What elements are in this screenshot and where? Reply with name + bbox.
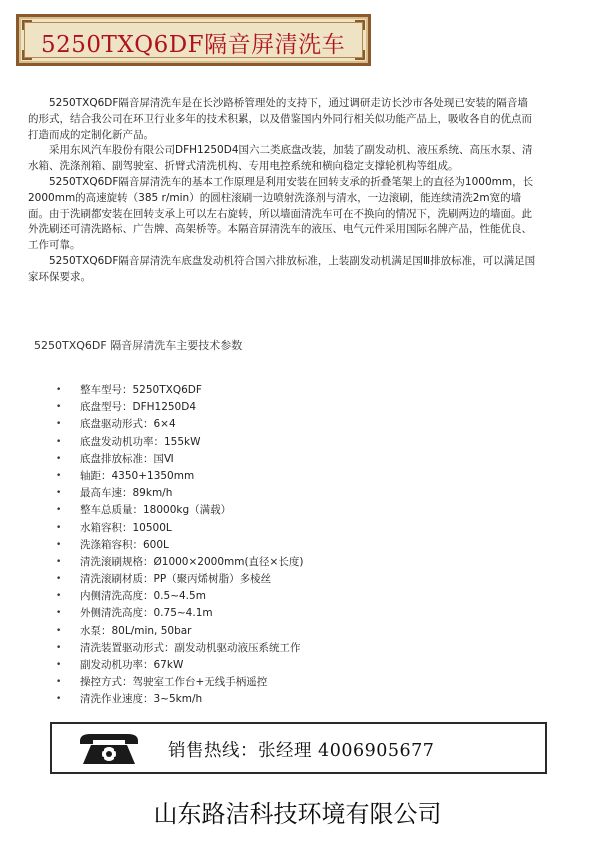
spec-item (56, 623, 303, 640)
spec-item (56, 691, 303, 708)
bullet-icon: • (56, 470, 62, 481)
spec-text: 清洗作业速度：3~5km/h (80, 693, 203, 706)
spec-text: 清洗装置驱动形式：副发动机驱动液压系统工作 (80, 641, 301, 654)
bullet-icon: • (56, 556, 62, 567)
bullet-icon: • (56, 488, 62, 499)
bullet-icon: • (56, 453, 62, 464)
intro-paragraph: 5250TXQ6DF隔音屏清洗车是在长沙路桥管理处的支持下，通过调研走访长沙市各处现已安装的隔音墙的形式，结合我公司在环卫行业多年的技术积累，以及借鉴国内外同行相关似功能产品上，吸收各自的优点而打造而成的定制化新产品。 (28, 97, 532, 141)
spec-item (56, 399, 303, 416)
bullet-icon: • (56, 660, 62, 670)
bullet-icon: • (56, 694, 62, 705)
spec-item (56, 468, 303, 485)
company-name: 山东路洁科技环境有限公司 (153, 800, 442, 828)
spec-list (56, 382, 303, 709)
bullet-icon: • (56, 677, 62, 688)
spec-item (56, 434, 303, 451)
spec-text: 整车总质量：18000kg（满载） (80, 504, 232, 517)
telephone-icon (76, 731, 142, 767)
spec-text: 清洗滚刷材质：PP（聚丙烯树脂）多棱丝 (80, 573, 272, 586)
bullet-icon: • (56, 522, 62, 533)
bullet-icon: • (56, 419, 62, 430)
bullet-icon: • (56, 574, 62, 585)
bullet-icon: • (56, 642, 62, 653)
intro-paragraph: 5250TXQ6DF隔音屏清洗车的基本工作原理是利用安装在回转支承的折叠笔架上的直径为1000mm，长2000mm的高速旋转（385 r/min）的圆柱滚刷一边喷射洗涤剂与清水，一边滚刷，能连续清洗2m宽的墙面。由于洗刷都安装在回转支承上可以左右旋转，所以墙面清洗车可在不换向的情况下，洗刷两边的墙面。此外洗刷还可清洗路标、广告牌、高架桥等。本隔音屏清洗车的液压、电气元件采用国际名牌产品，性能优良、工作可靠。 (28, 175, 534, 252)
spec-item (56, 382, 303, 399)
bullet-icon: • (56, 505, 62, 516)
intro-paragraph: 5250TXQ6DF隔音屏清洗车底盘发动机符合国六排放标准，上装副发动机满足国Ⅲ排放标准，可以满足国家环保要求。 (28, 254, 536, 283)
spec-text: 清洗滚刷规格：Ø1000×2000mm(直径×长度) (80, 555, 304, 568)
spec-item (56, 571, 303, 588)
spec-text: 副发动机功率：67kW (80, 659, 184, 671)
banner-corner-ornament (22, 20, 32, 30)
intro-paragraph: 采用东风汽车股份有限公司DFH1250D4国六二类底盘改装，加装了副发动机、液压系统、高压水泵、清水箱、洗涤剂箱、副驾驶室、折臂式清洗机构、专用电控系统和横向稳定支撑轮机构等组成。 (28, 144, 533, 173)
spec-text: 操控方式：驾驶室工作台+无线手柄遥控 (80, 676, 268, 689)
spec-section-heading: 5250TXQ6DF 隔音屏清洗车主要技术参数 (34, 339, 243, 352)
title-banner (16, 14, 371, 66)
bullet-icon: • (56, 591, 62, 602)
bullet-icon: • (56, 385, 62, 395)
spec-text: 底盘型号：DFH1250D4 (80, 401, 197, 414)
hotline-text: 销售热线：张经理 4006905677 (168, 741, 435, 761)
spec-item (56, 416, 303, 433)
spec-item (56, 640, 303, 657)
spec-item (56, 485, 303, 502)
spec-item (56, 520, 303, 537)
spec-item (56, 674, 303, 691)
sales-hotline-box (50, 722, 547, 774)
banner-corner-ornament (355, 50, 365, 60)
spec-text: 水泵：80L/min, 50bar (80, 624, 192, 637)
spec-item (56, 657, 303, 674)
bullet-icon: • (56, 608, 62, 619)
banner-corner-ornament (355, 20, 365, 30)
bullet-icon: • (56, 539, 62, 550)
spec-text: 底盘发动机功率：155kW (80, 435, 201, 448)
banner-corner-ornament (22, 50, 32, 60)
spec-text: 外侧清洗高度：0.75~4.1m (80, 607, 213, 620)
spec-text: 轴距：4350+1350mm (80, 469, 195, 482)
spec-text: 整车型号：5250TXQ6DF (80, 384, 202, 396)
bullet-icon: • (56, 436, 62, 447)
spec-item (56, 451, 303, 468)
spec-item (56, 588, 303, 605)
spec-item (56, 605, 303, 622)
spec-item (56, 502, 303, 519)
spec-text: 底盘排放标准：国Ⅵ (80, 452, 174, 465)
spec-item (56, 537, 303, 554)
spec-text: 洗涤箱容积：600L (80, 538, 169, 551)
bullet-icon: • (56, 402, 62, 413)
spec-text: 内侧清洗高度：0.5~4.5m (80, 590, 206, 603)
page-title: 5250TXQ6DF隔音屏清洗车 (41, 32, 346, 58)
spec-item (56, 554, 303, 571)
spec-text: 水箱容积：10500L (80, 521, 172, 534)
bullet-icon: • (56, 625, 62, 636)
intro-text (28, 96, 538, 286)
spec-text: 最高车速：89km/h (80, 487, 173, 500)
spec-text: 底盘驱动形式：6×4 (80, 418, 176, 431)
